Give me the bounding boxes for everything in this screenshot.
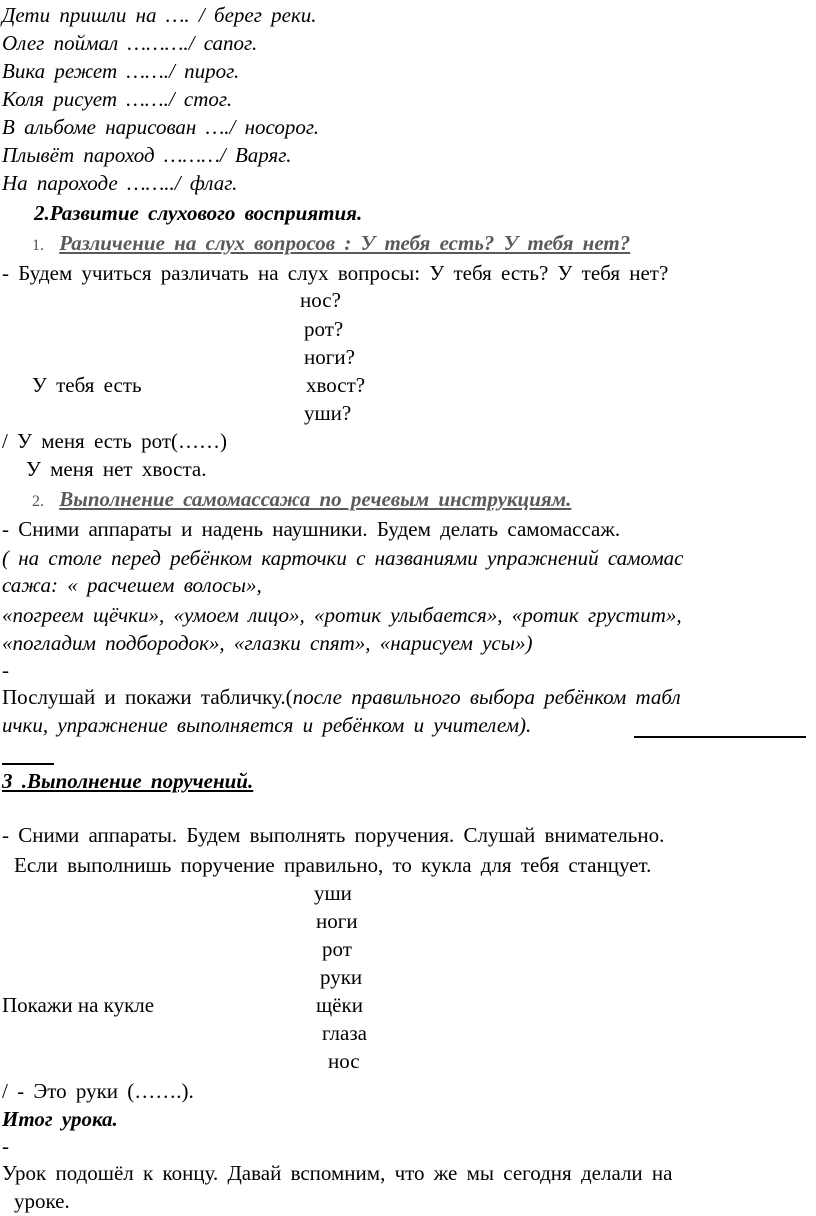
text-line: Вика режет ……./ пирог.	[2, 59, 240, 83]
answer-line: / У меня есть рот(……)	[2, 429, 228, 453]
text-line: Дети пришли на …. / берег реки.	[2, 3, 317, 27]
list-item-2	[32, 486, 571, 515]
paragraph	[2, 684, 681, 710]
text-line: В альбоме нарисован …./ носорог.	[2, 115, 319, 139]
body-part-word: глаза	[322, 1021, 367, 1045]
body-part-word: уши	[314, 881, 352, 905]
instruction-label: Покажи на кукле	[2, 993, 155, 1017]
text-line: Коля рисует ……./ стог.	[2, 87, 233, 111]
subsection-heading: Различение на слух вопросов : У тебя есть? У тебя нет?	[59, 231, 631, 255]
question-word: ноги?	[304, 345, 355, 369]
list-number: 1.	[32, 237, 44, 254]
body-part-word: щёки	[316, 993, 363, 1017]
body-part-word: рот	[322, 937, 352, 961]
instruction-note: после правильного выбора ребёнком табл	[292, 685, 681, 709]
note-line: ( на столе перед ребёнком карточки с названиями упражнений самомас	[2, 546, 684, 570]
question-word: уши?	[304, 401, 352, 425]
paragraph: уроке.	[14, 1189, 70, 1213]
paragraph: Если выполнишь поручение правильно, то кукла для тебя станцует.	[14, 853, 652, 877]
section-heading: 2.Развитие слухового восприятия.	[34, 201, 363, 225]
text-line: Олег поймал ………./ сапог.	[2, 31, 258, 55]
note-line: «погреем щёчки», «умоем лицо», «ротик улыбается», «ротик грустит»,	[2, 603, 682, 627]
body-part-word: нос	[328, 1049, 360, 1073]
summary-heading: Итог урока.	[2, 1107, 118, 1131]
question-word: нос?	[300, 288, 341, 312]
underline-rule	[634, 736, 806, 738]
text-line: На пароходе ……../ флаг.	[2, 171, 238, 195]
body-part-word: ноги	[316, 909, 358, 933]
question-label: У тебя есть	[32, 373, 142, 397]
paragraph: - Будем учиться различать на слух вопросы: У тебя есть? У тебя нет?	[2, 261, 669, 285]
note-line: сажа: « расчешем волосы»,	[2, 573, 262, 597]
paragraph: - Сними аппараты. Будем выполнять поручения. Слушай внимательно.	[2, 823, 665, 847]
paragraph: Урок подошёл к концу. Давай вспомним, что же мы сегодня делали на	[2, 1161, 673, 1185]
list-number: 2.	[32, 493, 44, 510]
subsection-heading: Выполнение самомассажа по речевым инструкциям.	[59, 487, 572, 511]
instruction-note: ички, упражнение выполняется и ребёнком и учителем).	[2, 713, 532, 737]
question-word: рот?	[304, 317, 344, 341]
list-item-1	[32, 230, 630, 259]
section-heading: 3 .Выполнение поручений.	[2, 769, 254, 793]
instruction-text: Послушай и покажи табличку.(	[2, 685, 293, 709]
answer-line: / - Это руки (…….).	[2, 1079, 194, 1103]
answer-line: У меня нет хвоста.	[26, 457, 207, 481]
paragraph: - Сними аппараты и надень наушники. Будем делать самомассаж.	[2, 517, 621, 541]
body-part-word: руки	[320, 965, 363, 989]
note-line: «погладим подбородок», «глазки спят», «нарисуем усы»)	[2, 631, 533, 655]
text-line: Плывёт пароход ………/ Варяг.	[2, 143, 292, 167]
question-word: хвост?	[306, 373, 366, 397]
underline-rule	[2, 763, 54, 765]
dash: -	[2, 658, 9, 682]
dash: -	[2, 1134, 9, 1158]
